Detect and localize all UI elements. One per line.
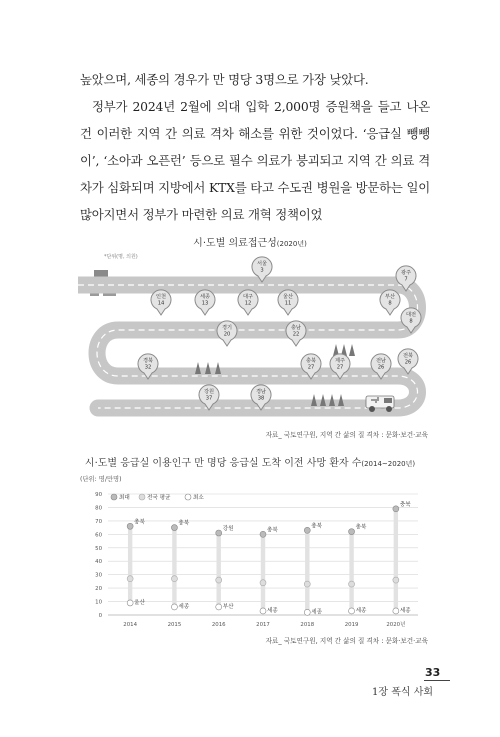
- figure2-unit: (단위: 명/만명): [80, 476, 122, 483]
- y-tick-label: 50: [95, 545, 102, 552]
- page-number-rule: [424, 680, 450, 681]
- legend-label: 최소: [193, 495, 204, 501]
- range-bar: [217, 533, 221, 607]
- y-tick-label: 90: [95, 492, 102, 498]
- y-tick-label: 0: [98, 613, 102, 619]
- legend-marker: [139, 494, 145, 500]
- x-tick-label: 2016: [211, 622, 226, 628]
- svg-text:경북: 경북: [142, 358, 154, 364]
- x-tick-label: 2019: [344, 622, 359, 628]
- max-point: [260, 531, 266, 537]
- y-tick-label: 20: [95, 586, 102, 593]
- min-region-label: 부산: [222, 603, 234, 610]
- svg-text:경기: 경기: [221, 325, 233, 331]
- svg-text:20: 20: [223, 331, 231, 338]
- svg-text:세종: 세종: [199, 294, 211, 300]
- min-region-label: 세종: [355, 607, 367, 614]
- svg-text:충남: 충남: [290, 325, 302, 331]
- region-marker: [195, 290, 215, 315]
- x-tick-label: 2017: [256, 622, 270, 628]
- svg-text:38: 38: [257, 395, 265, 402]
- range-bar: [128, 526, 132, 603]
- range-bar: [261, 534, 265, 611]
- figure2-year: (2014~2020년): [361, 460, 416, 468]
- svg-text:충북: 충북: [305, 358, 317, 364]
- region-marker: [217, 321, 237, 346]
- max-point: [393, 506, 399, 512]
- svg-text:7: 7: [404, 276, 408, 283]
- svg-text:부산: 부산: [384, 294, 396, 300]
- figure1-title-text: 시·도별 의료접근성: [193, 238, 277, 249]
- svg-text:13: 13: [201, 300, 209, 307]
- svg-text:3: 3: [260, 267, 264, 274]
- max-region-label: 충북: [178, 520, 190, 527]
- min-region-label: 세종: [178, 603, 190, 610]
- y-tick-label: 30: [95, 572, 102, 579]
- figure2-source: 자료_ 국토연구원, 지역 간 삶의 질 격차 : 문화·보건·교육: [265, 637, 428, 645]
- min-region-label: 세종: [311, 609, 323, 616]
- figure1-source: 자료_ 국토연구원, 지역 간 삶의 질 격차 : 문화·보건·교육: [265, 431, 428, 439]
- max-region-label: 강원: [222, 525, 234, 532]
- legend-marker: [185, 494, 191, 500]
- min-point: [127, 600, 133, 606]
- max-region-label: 충북: [267, 527, 278, 534]
- body-line-1: 높았으며, 세종의 경우가 만 명당 3명으로 가장 낮았다.: [80, 72, 369, 87]
- average-point: [260, 580, 266, 586]
- x-tick-label: 2020년: [386, 622, 406, 628]
- svg-text:12: 12: [244, 300, 252, 307]
- svg-text:광주: 광주: [400, 270, 412, 276]
- range-bar: [172, 528, 176, 607]
- average-point: [349, 581, 355, 587]
- max-point: [171, 525, 177, 531]
- region-marker: [380, 290, 400, 315]
- svg-text:22: 22: [292, 331, 300, 338]
- legend-label: 최대: [119, 495, 130, 501]
- svg-text:11: 11: [284, 300, 292, 307]
- legend-label: 전국 평균: [147, 495, 171, 501]
- x-tick-label: 2014: [123, 622, 138, 628]
- min-point: [216, 604, 222, 610]
- region-marker: [286, 321, 306, 346]
- range-bar: [305, 530, 309, 612]
- svg-text:인천: 인천: [155, 294, 167, 300]
- svg-text:8: 8: [409, 318, 413, 325]
- range-bar: [349, 532, 353, 611]
- range-chart: [78, 484, 430, 632]
- figure1-unit: *단위(명, 의원): [104, 254, 138, 260]
- region-marker: [238, 290, 258, 315]
- svg-text:32: 32: [144, 364, 152, 371]
- average-point: [393, 577, 399, 583]
- region-marker: [151, 290, 171, 315]
- min-region-label: 세종: [399, 607, 411, 614]
- svg-text:경남: 경남: [255, 389, 267, 395]
- min-point: [393, 608, 399, 614]
- legend-marker: [111, 494, 117, 500]
- svg-text:26: 26: [404, 359, 412, 366]
- x-tick-label: 2015: [167, 622, 182, 628]
- chapter-label: 1장 폭식 사회: [372, 687, 434, 698]
- figure1-road-map: [78, 246, 432, 424]
- min-point: [171, 604, 177, 610]
- svg-text:울산: 울산: [282, 294, 294, 300]
- min-point: [349, 608, 355, 614]
- svg-text:대전: 대전: [405, 312, 417, 318]
- figure1-year: (2020년): [276, 240, 307, 248]
- svg-text:26: 26: [377, 364, 385, 371]
- y-tick-label: 80: [95, 505, 102, 512]
- max-region-label: 충북: [399, 501, 411, 508]
- svg-text:27: 27: [307, 364, 315, 371]
- max-point: [349, 529, 355, 535]
- svg-text:전북: 전북: [402, 353, 414, 359]
- page-number: 33: [425, 666, 441, 679]
- x-tick-label: 2018: [300, 622, 315, 628]
- max-point: [304, 527, 310, 533]
- average-point: [127, 576, 133, 582]
- svg-text:27: 27: [336, 364, 344, 371]
- svg-text:서울: 서울: [256, 261, 268, 267]
- figure2-title: [0, 454, 500, 469]
- svg-text:14: 14: [157, 300, 165, 307]
- min-region-label: 울산: [134, 599, 145, 606]
- range-bar: [394, 509, 398, 611]
- min-region-label: 세종: [267, 607, 278, 614]
- max-point: [127, 523, 133, 529]
- svg-text:전남: 전남: [375, 358, 387, 364]
- average-point: [304, 581, 310, 587]
- y-tick-label: 40: [95, 559, 102, 566]
- y-tick-label: 70: [95, 518, 102, 525]
- figure2-title-text: 시·도별 응급실 이용인구 만 명당 응급실 도착 이전 사망 환자 수: [84, 458, 362, 469]
- max-region-label: 충북: [355, 524, 367, 531]
- y-tick-label: 60: [95, 532, 102, 539]
- max-region-label: 충북: [134, 519, 145, 526]
- svg-text:8: 8: [388, 300, 392, 307]
- svg-text:37: 37: [205, 395, 213, 402]
- region-marker: [278, 290, 298, 315]
- min-point: [304, 609, 310, 615]
- body-paragraph: 정부가 2024년 2월에 의대 입학 2,000명 증원책을 들고 나온 건 이러한 지역 간 의료 격차 해소를 위한 것이었다. ‘응급실 뺑뺑이’, ‘소아과 오픈런’ 등으로 필수 의료가 붕괴되고 지역 간 의료 격차가 심화되며 지방에서 KTX를 타고 수도권 병원을 방문하는 일이 많아지면서 정부가 마련한 의료 개혁 정책이었: [80, 99, 430, 222]
- svg-text:강원: 강원: [203, 389, 215, 395]
- max-region-label: 충북: [311, 523, 323, 530]
- average-point: [216, 577, 222, 583]
- max-point: [216, 530, 222, 536]
- svg-text:제주: 제주: [334, 358, 346, 364]
- svg-text:대구: 대구: [242, 294, 254, 300]
- average-point: [171, 576, 177, 582]
- y-tick-label: 10: [95, 599, 102, 606]
- min-point: [260, 608, 266, 614]
